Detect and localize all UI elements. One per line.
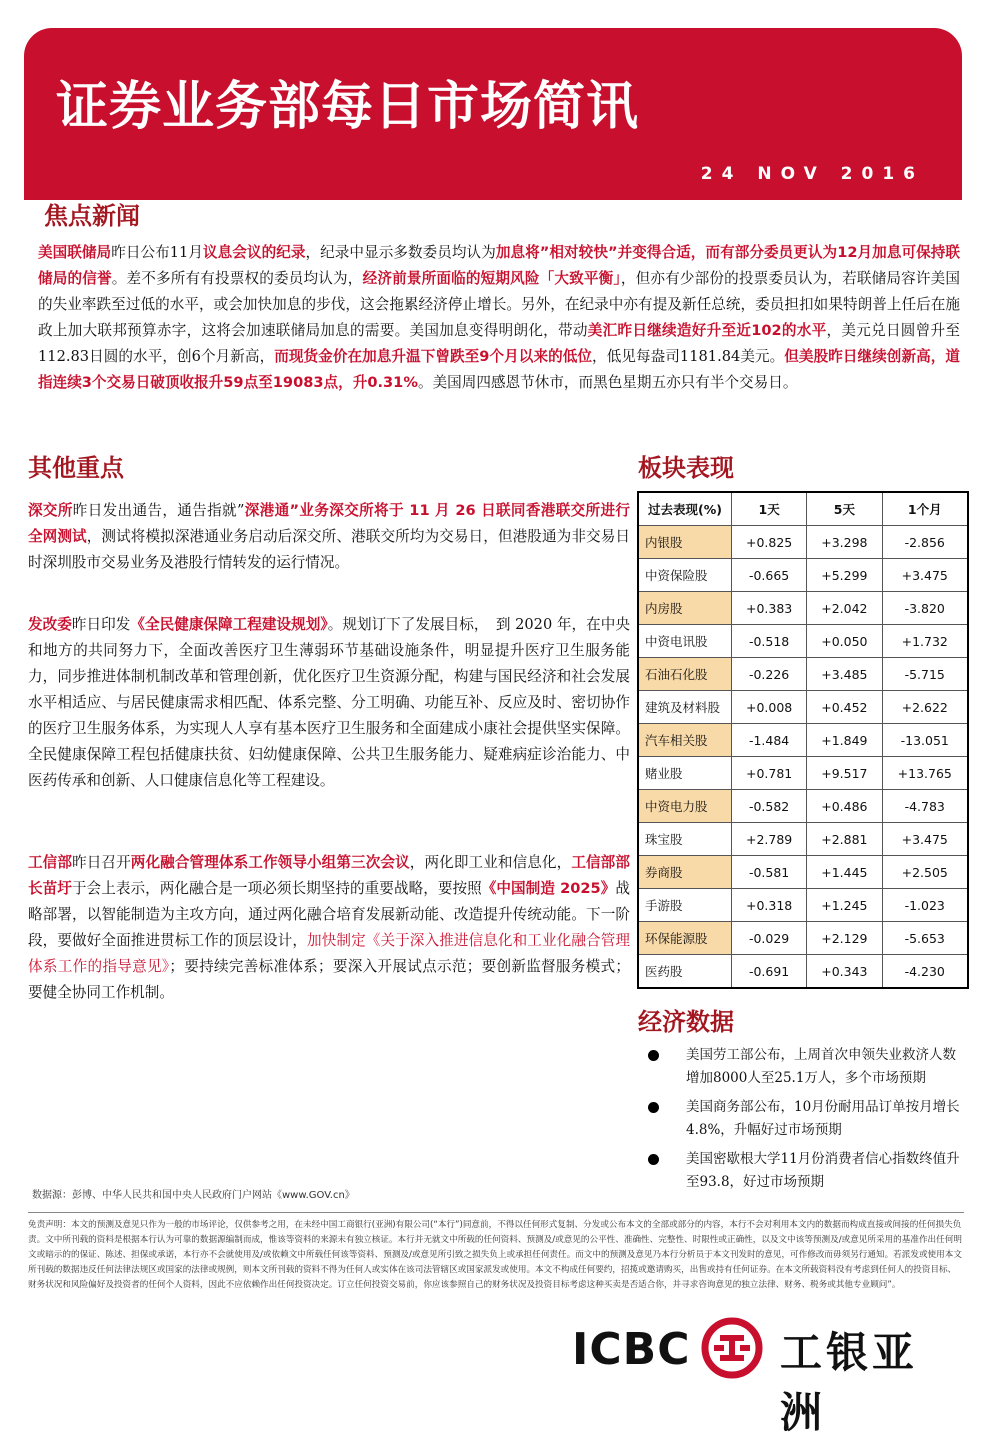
sector-name-cell: 中资电讯股 <box>638 625 732 658</box>
report-date: 24 NOV 2016 <box>700 164 924 184</box>
one-month-cell: -13.051 <box>882 724 968 757</box>
highlight-text: 深港通”业务深交所将于 11 月 26 日联同香港联交所进行全网测试 <box>28 502 630 545</box>
table-header-row <box>638 492 968 526</box>
five-day-cell: +0.486 <box>807 790 882 823</box>
one-month-cell: -5.653 <box>882 922 968 955</box>
one-day-cell: -0.581 <box>732 856 807 889</box>
sector-name-cell: 建筑及材料股 <box>638 691 732 724</box>
one-month-cell: -3.820 <box>882 592 968 625</box>
highlight-text: 两化融合管理体系工作领导小组第三次会议 <box>130 854 410 871</box>
highlight-text: 但美股昨日继续创新高，道指连续3个交易日破顶收报升59点至19083点，升0.31% <box>38 348 960 391</box>
one-month-cell: +3.475 <box>882 823 968 856</box>
table-row <box>638 526 968 559</box>
focus-news-body <box>38 240 960 396</box>
divider <box>28 1212 964 1213</box>
list-item <box>640 1044 960 1090</box>
body-text: 。规划订下了发展目标， 到 2020 年，在中央和地方的共同努力下，全面改善医疗卫生薄弱环节基础设施条件，明显提升医疗卫生服务能力，同步推进体制机制改革和管理创新，优化医疗卫生资源分配，构建与国民经济和社会发展水平相适应、与居民健康需求相匹配、体系完整、分工明确、功能互补、反应及时、密切协作的医疗卫生服务体系，为实现人人享有基本医疗卫生服务和全面建成小康社会提供坚实保障。全民健康保障工程包括健康扶贫、妇幼健康保障、公共卫生服务能力、疑难病症诊治能力、中医药传承和创新、人口健康信息化等工程建设。 <box>28 616 630 789</box>
body-text: ，测试将模拟深港通业务启动后深交所、港联交所均为交易日，但港股通为非交易日时深圳股市交易业务及港股行情转发的运行情况。 <box>28 528 630 571</box>
table-row <box>638 757 968 790</box>
sector-name-cell: 中资保险股 <box>638 559 732 592</box>
five-day-cell: +1.445 <box>807 856 882 889</box>
five-day-cell: +3.298 <box>807 526 882 559</box>
one-day-cell: +0.781 <box>732 757 807 790</box>
body-text: 昨日发出通告，通告指就” <box>72 502 245 519</box>
highlight-item-szse <box>28 498 630 576</box>
highlight-text: 经济前景所面临的短期风险「大致平衡」 <box>362 270 621 287</box>
data-source-note: 数据源：彭博、中华人民共和国中央人民政府门户网站《www.GOV.cn》 <box>32 1190 355 1201</box>
five-day-cell: +2.129 <box>807 922 882 955</box>
highlight-text: 深交所 <box>28 502 73 519</box>
highlight-text: 工信部 <box>28 854 73 871</box>
one-month-cell: -5.715 <box>882 658 968 691</box>
table-row <box>638 790 968 823</box>
one-day-cell: +2.789 <box>732 823 807 856</box>
sector-name-cell: 珠宝股 <box>638 823 732 856</box>
column-header: 过去表现(%) <box>638 492 732 526</box>
one-day-cell: -0.691 <box>732 955 807 989</box>
five-day-cell: +9.517 <box>807 757 882 790</box>
sector-performance-table <box>637 491 969 989</box>
sector-name-cell: 手游股 <box>638 889 732 922</box>
one-day-cell: -0.029 <box>732 922 807 955</box>
one-day-cell: -0.665 <box>732 559 807 592</box>
table-row <box>638 559 968 592</box>
highlight-text: 美国联储局 <box>38 244 112 261</box>
five-day-cell: +1.245 <box>807 889 882 922</box>
body-text: ；要持续完善标准体系；要深入开展试点示范；要创新监督服务模式；要健全协同工作机制。 <box>28 958 630 1001</box>
body-text: ，美元兑日圆曾升至112.83日圆的水平，创6个月新高， <box>38 322 960 365</box>
column-header: 1个月 <box>882 492 968 526</box>
body-text: ，低见每盎司1181.84美元。 <box>592 348 785 365</box>
table-row <box>638 889 968 922</box>
one-day-cell: +0.008 <box>732 691 807 724</box>
icbc-emblem-icon <box>700 1316 764 1380</box>
one-day-cell: -0.518 <box>732 625 807 658</box>
one-month-cell: -4.783 <box>882 790 968 823</box>
highlight-text: 而现货金价在加息升温下曾跌至9个月以来的低位 <box>274 348 593 365</box>
list-item <box>640 1148 960 1194</box>
body-text: 。美国周四感恩节休市，而黑色星期五亦只有半个交易日。 <box>417 374 798 391</box>
highlight-text: 美汇昨日继续造好升至近102的水平 <box>587 322 827 339</box>
table-row <box>638 658 968 691</box>
one-day-cell: +0.383 <box>732 592 807 625</box>
one-month-cell: +13.765 <box>882 757 968 790</box>
disclaimer-text: 免责声明：本文的预测及意见只作为一般的市场评论，仅供参考之用，在未经中国工商银行(亚洲)有限公司(“本行”)同意前，不得以任何形式复制、分发或公布本文的全部或部分的内容，本行不会对利用本文内的数据而构成直接或间接的任何损失负责。文中所刊载的资料是根据本行认为可靠的数据源编制而成，惟该等资料的来源未有独立核证。本行并无就文中所载的任何资料、预测及/或意见的公平性、准确性、完整性、时限性或正确性，以及文中该等预测及/或意见所采用的基准作出任何明文或暗示的的保证、陈述、担保或承诺，本行亦不会就使用及/或依赖文中所载任何该等资料、预测及/或意见所引致之损失负上或承担任何责任。而文中的预测及意见乃本行分析员于本文刊发时的意见，可作修改而毋须另行通知。若派发或使用本文所刊载的数据违反任何法律法规区或国家的法律或规例，则本文所刊载的资料不得为任何人或实体在该司法管辖区或国家派发或使用。本文不构成任何要约，招揽或邀请购买，出售或持有任何证券。在本文所载资料没有考虑到任何人的投资目标、财务状况和风险偏好及投资者的任何个人资料，因此不应依赖作出任何投资决定。订立任何投资交易前，你应该参照自己的财务状况及投资目标考虑这种买卖是否适合你，并寻求咨询意见的独立法律、财务、税务或其他专业顾问”。 <box>28 1220 962 1290</box>
econ-item-text: 美国劳工部公布，上周首次申领失业救济人数增加8000人至25.1万人，多个市场预期 <box>686 1047 956 1086</box>
highlight-text: 加快制定《关于深入推进信息化和工业化融合管理体系工作的指导意见》 <box>28 932 630 975</box>
one-day-cell: +0.318 <box>732 889 807 922</box>
one-month-cell: -2.856 <box>882 526 968 559</box>
focus-news-heading: 焦点新闻 <box>44 202 140 230</box>
sector-table-body <box>638 526 968 989</box>
one-day-cell: -0.582 <box>732 790 807 823</box>
icbc-asia-logo <box>572 1310 962 1437</box>
table-row <box>638 691 968 724</box>
economic-data-list <box>640 1044 960 1200</box>
body-text: 战略部署，以智能制造为主攻方向，通过两化融合培育发展新动能、改造提升传统动能。下一阶段，要做好全面推进贯标工作的顶层设计， <box>28 880 630 949</box>
sector-name-cell: 石油石化股 <box>638 658 732 691</box>
table-row <box>638 625 968 658</box>
highlight-text: 议息会议的纪录 <box>203 244 306 261</box>
sector-name-cell: 汽车相关股 <box>638 724 732 757</box>
sector-name-cell: 医药股 <box>638 955 732 989</box>
other-highlights-heading: 其他重点 <box>28 454 124 482</box>
page-title: 证券业务部每日市场简讯 <box>56 77 640 137</box>
table-row <box>638 922 968 955</box>
five-day-cell: +2.042 <box>807 592 882 625</box>
list-item <box>640 1096 960 1142</box>
header-banner <box>24 28 962 200</box>
body-text: 昨日公布11月 <box>111 244 204 261</box>
five-day-cell: +0.343 <box>807 955 882 989</box>
body-text: ，纪录中显示多数委员均认为 <box>305 244 496 261</box>
highlight-text: 加息将”相对较快”并变得合适，而有部分委员更认为12月加息可保持联储局的信誉 <box>38 244 960 287</box>
one-month-cell: -1.023 <box>882 889 968 922</box>
logo-chinese-text: 工银亚洲 <box>780 1328 919 1437</box>
sector-name-cell: 环保能源股 <box>638 922 732 955</box>
table-row <box>638 856 968 889</box>
one-month-cell: +2.622 <box>882 691 968 724</box>
table-row <box>638 955 968 989</box>
five-day-cell: +5.299 <box>807 559 882 592</box>
body-text: ，两化即工业和信息化， <box>409 854 572 871</box>
sector-name-cell: 内房股 <box>638 592 732 625</box>
highlight-item-ndrc <box>28 612 630 794</box>
sector-performance-heading: 板块表现 <box>638 454 734 482</box>
econ-item-text: 美国商务部公布，10月份耐用品订单按月增长4.8%，升幅好过市场预期 <box>686 1099 960 1138</box>
sector-name-cell: 券商股 <box>638 856 732 889</box>
logo-latin-text: ICBC <box>572 1324 691 1375</box>
five-day-cell: +2.881 <box>807 823 882 856</box>
highlight-text: 发改委 <box>28 616 72 633</box>
body-text: 。差不多所有有投票权的委员均认为， <box>111 270 363 287</box>
bullet-icon <box>648 1102 659 1113</box>
one-month-cell: +2.505 <box>882 856 968 889</box>
column-header: 1天 <box>732 492 807 526</box>
sector-name-cell: 内银股 <box>638 526 732 559</box>
one-month-cell: +3.475 <box>882 559 968 592</box>
highlight-text: 《中国制造 2025》 <box>481 880 616 897</box>
five-day-cell: +0.050 <box>807 625 882 658</box>
five-day-cell: +1.849 <box>807 724 882 757</box>
highlight-item-miit <box>28 850 630 1006</box>
sector-name-cell: 赌业股 <box>638 757 732 790</box>
one-day-cell: -0.226 <box>732 658 807 691</box>
bullet-icon <box>648 1050 659 1061</box>
five-day-cell: +0.452 <box>807 691 882 724</box>
economic-data-heading: 经济数据 <box>638 1008 734 1036</box>
one-day-cell: -1.484 <box>732 724 807 757</box>
highlight-text: 《全民健康保障工程建设规划》 <box>130 616 328 633</box>
body-text: 昨日印发 <box>71 616 131 633</box>
body-text: 于会上表示，两化融合是一项必须长期坚持的重要战略，要按照 <box>71 880 482 897</box>
econ-item-text: 美国密歇根大学11月份消费者信心指数终值升至93.8，好过市场预期 <box>686 1151 960 1190</box>
one-day-cell: +0.825 <box>732 526 807 559</box>
table-row <box>638 724 968 757</box>
column-header: 5天 <box>807 492 882 526</box>
five-day-cell: +3.485 <box>807 658 882 691</box>
bullet-icon <box>648 1154 659 1165</box>
highlight-text: 工信部部长苗圩 <box>28 854 630 897</box>
table-row <box>638 592 968 625</box>
table-row <box>638 823 968 856</box>
one-month-cell: +1.732 <box>882 625 968 658</box>
body-text: ，但亦有少部份的投票委员认为，若联储局容许美国的失业率跌至过低的水平，或会加快加息的步伐，这会拖累经济停止增长。另外，在纪录中亦有提及新任总统，委员担扣如果特朗普上任后在施政上加大联邦预算赤字，这将会加速联储局加息的需要。美国加息变得明朗化，带动 <box>38 270 960 339</box>
sector-name-cell: 中资电力股 <box>638 790 732 823</box>
body-text: 昨日召开 <box>72 854 131 871</box>
one-month-cell: -4.230 <box>882 955 968 989</box>
